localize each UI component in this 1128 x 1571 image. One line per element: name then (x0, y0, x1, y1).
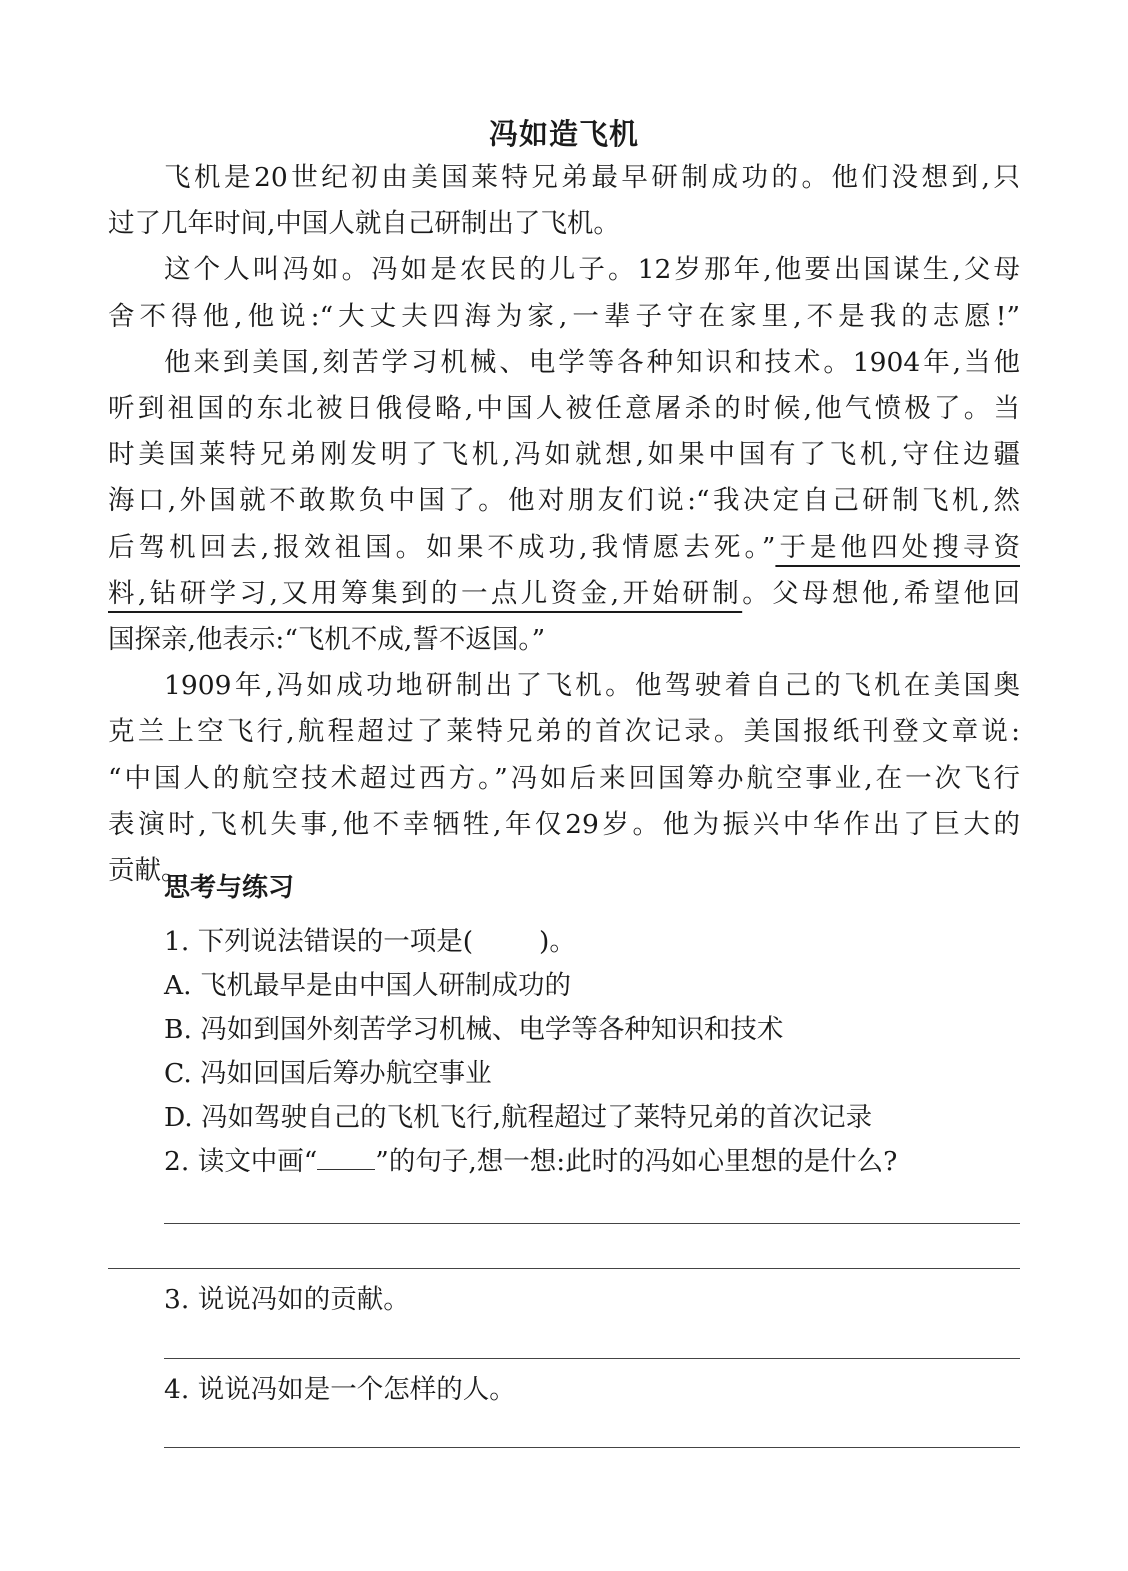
question-1 (164, 922, 576, 962)
passage-line: 过了几年时间,中国人就自己研制出了飞机。 (108, 208, 620, 240)
passage-line: 他来到美国,刻苦学习机械、电学等各种知识和技术。1904年,当他 (164, 346, 1020, 378)
page-title: 冯如造飞机 (488, 117, 639, 151)
passage-line: 时美国莱特兄弟刚发明了飞机,冯如就想,如果中国有了飞机,守住边疆 (108, 439, 1020, 471)
passage-line: 飞机是20世纪初由美国莱特兄弟最早研制成功的。他们没想到,只 (164, 162, 1020, 193)
passage-line: 表演时,飞机失事,他不幸牺牲,年仅29岁。他为振兴中华作出了巨大的 (108, 808, 1020, 840)
passage-line: 舍不得他,他说:“大丈夫四海为家,一辈子守在家里,不是我的志愿!” (108, 300, 1020, 332)
passage-line: 克兰上空飞行,航程超过了莱特兄弟的首次记录。美国报纸刊登文章说: (108, 716, 1020, 748)
question-1-stem-after: )。 (539, 926, 576, 957)
question-1-stem-before: 1. 下列说法错误的一项是( (164, 926, 474, 957)
option-a: A. 飞机最早是由中国人研制成功的 (164, 970, 571, 1001)
question-2-after: ”的句子,想一想:此时的冯如心里想的是什么? (375, 1146, 898, 1177)
option-c: C. 冯如回国后筹办航空事业 (164, 1058, 492, 1089)
passage-line: 这个人叫冯如。冯如是农民的儿子。12岁那年,他要出国谋生,父母 (164, 254, 1020, 286)
question-3: 3. 说说冯如的贡献。 (164, 1284, 410, 1315)
underlined-sentence: 于是他四处搜寻资 (775, 531, 1020, 563)
passage-line: 贡献。 (108, 855, 188, 886)
option-d: D. 冯如驾驶自己的飞机飞行,航程超过了莱特兄弟的首次记录 (164, 1102, 873, 1133)
passage-line (108, 574, 1020, 614)
passage-line: 海口,外国就不敢欺负中国了。他对朋友们说:“我决定自己研制飞机,然 (108, 485, 1020, 517)
underline-symbol (317, 1147, 375, 1170)
exercise-heading: 思考与练习 (164, 873, 295, 903)
passage-line: “中国人的航空技术超过西方。”冯如后来回国筹办航空事业,在一次飞行 (108, 762, 1020, 794)
option-b: B. 冯如到国外刻苦学习机械、电学等各种知识和技术 (164, 1014, 784, 1045)
answer-line-q2-2[interactable] (108, 1268, 1020, 1269)
passage-line (108, 528, 1020, 568)
answer-line-q2-1[interactable] (164, 1223, 1020, 1224)
passage-text: 后驾机回去,报效祖国。如果不成功,我情愿去死。” (108, 531, 776, 563)
answer-line-q3[interactable] (164, 1358, 1020, 1359)
passage-line: 国探亲,他表示:“飞机不成,誓不返国。” (108, 624, 546, 655)
question-2 (164, 1142, 897, 1182)
question-4: 4. 说说冯如是一个怎样的人。 (164, 1374, 516, 1405)
underlined-sentence: 料,钻研学习,又用筹集到的一点儿资金,开始研制 (108, 577, 743, 609)
passage-line: 1909年,冯如成功地研制出了飞机。他驾驶着自己的飞机在美国奥 (164, 670, 1020, 702)
passage-line: 听到祖国的东北被日俄侵略,中国人被任意屠杀的时候,他气愤极了。当 (108, 393, 1020, 424)
question-2-before: 2. 读文中画“ (164, 1146, 318, 1177)
passage-text: 。父母想他,希望他回 (742, 577, 1020, 609)
answer-line-q4[interactable] (164, 1447, 1020, 1448)
